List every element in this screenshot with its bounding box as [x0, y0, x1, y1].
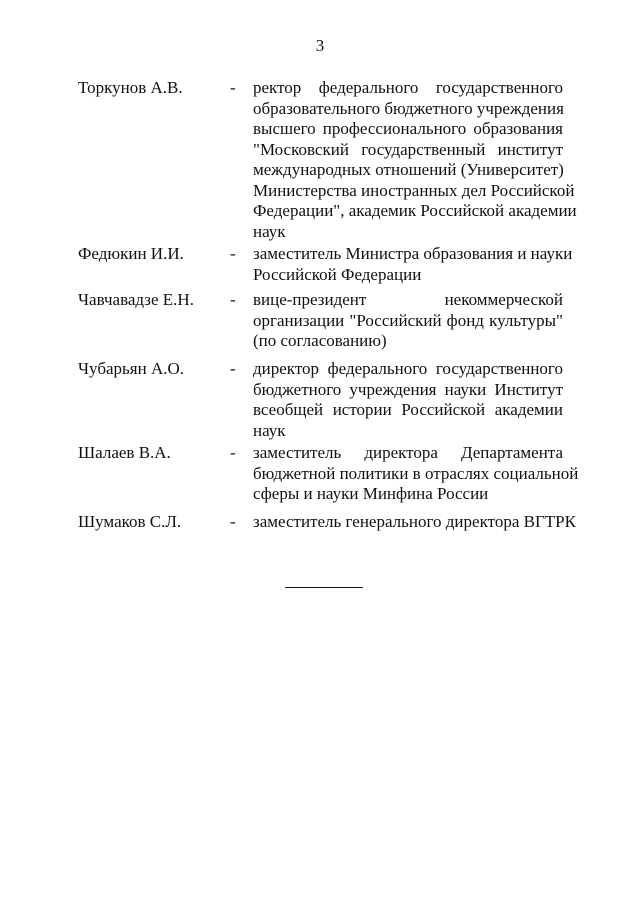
member-dash: - — [230, 244, 236, 263]
member-description — [253, 359, 563, 441]
member-name: Федюкин И.И. — [78, 244, 184, 263]
member-dash: - — [230, 512, 236, 531]
member-dash: - — [230, 443, 236, 462]
member-name: Шумаков С.Л. — [78, 512, 182, 531]
description-line: (по согласованию) — [253, 331, 387, 350]
member-name: Чавчавадзе Е.Н. — [78, 290, 194, 309]
description-line: Российской Федерации — [253, 264, 422, 284]
end-of-list-rule — [285, 587, 363, 588]
page-number: 3 — [315, 36, 325, 55]
description-line: заместитель директора Департамента — [253, 443, 563, 462]
description-line: наук — [253, 221, 286, 241]
member-description — [253, 290, 563, 352]
member-name: Шалаев В.А. — [78, 443, 171, 462]
member-name: Торкунов А.В. — [78, 78, 183, 97]
member-dash: - — [230, 78, 236, 97]
member-description — [253, 244, 573, 285]
description-line: международных отношений (Университет) — [253, 160, 564, 179]
description-line: Федерации", академик Российской академии — [253, 201, 577, 220]
member-description — [253, 78, 577, 242]
description-line: бюджетной политики в отраслях социальной — [253, 463, 579, 483]
description-line: образовательного бюджетного учреждения — [253, 98, 564, 118]
member-dash: - — [230, 359, 236, 378]
description-line: всеобщей истории Российской академии — [253, 400, 563, 419]
description-line: бюджетного учреждения науки Институт — [253, 379, 563, 399]
description-line: наук — [253, 420, 286, 440]
description-line: ректор федерального государственного — [253, 78, 563, 97]
description-line: высшего профессионального образования — [253, 119, 563, 138]
member-name: Чубарьян А.О. — [78, 359, 184, 378]
description-line: директор федерального государственного — [253, 359, 563, 378]
description-line: заместитель Министра образования и науки — [253, 244, 573, 263]
description-line: заместитель генерального директора ВГТРК — [253, 512, 576, 531]
description-line: вице-президент некоммерческой — [253, 290, 563, 309]
description-line: сферы и науки Минфина России — [253, 484, 489, 503]
description-line: Министерства иностранных дел Российской — [253, 180, 575, 200]
description-line: "Московский государственный институт — [253, 139, 563, 159]
member-description — [253, 443, 579, 505]
member-description — [253, 512, 576, 533]
member-dash: - — [230, 290, 236, 309]
description-line: организации "Российский фонд культуры" — [253, 310, 563, 330]
